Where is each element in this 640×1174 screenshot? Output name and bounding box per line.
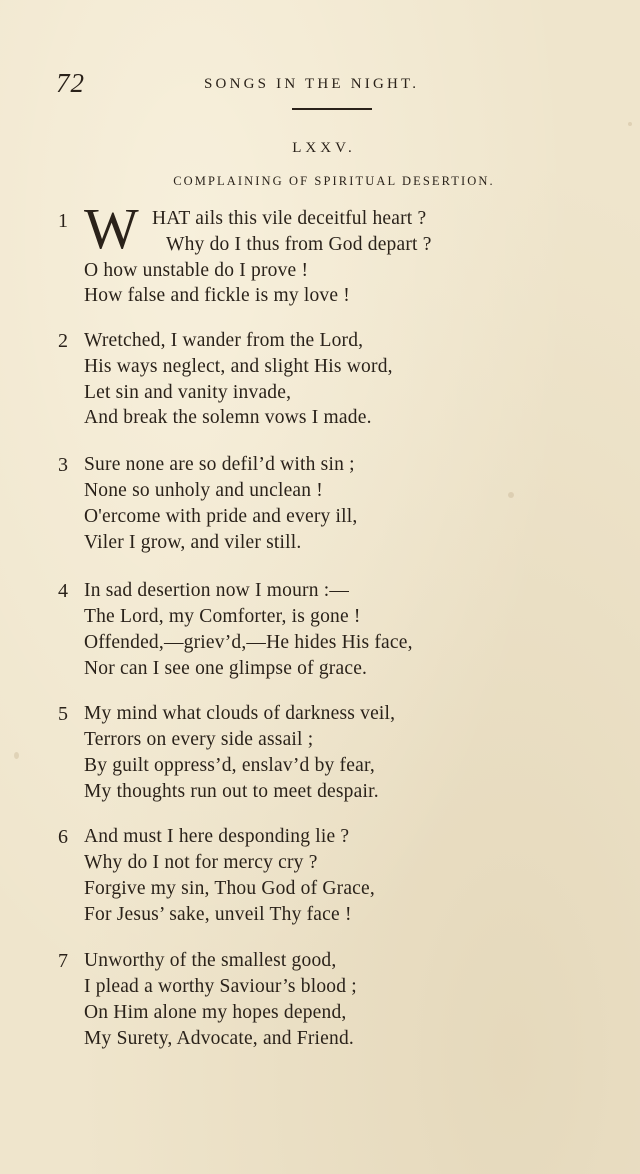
stanza-number: 3 bbox=[58, 454, 68, 476]
verse-line: My thoughts run out to meet despair. bbox=[84, 781, 379, 802]
drop-cap: W bbox=[84, 196, 139, 261]
hymn-title: COMPLAINING OF SPIRITUAL DESERTION. bbox=[173, 174, 495, 188]
verse-line: Terrors on every side assail ; bbox=[84, 729, 314, 750]
stanza-number: 6 bbox=[58, 826, 68, 848]
verse-line: Wretched, I wander from the Lord, bbox=[84, 330, 364, 351]
verse-line: O how unstable do I prove ! bbox=[84, 260, 309, 281]
verse-line: In sad desertion now I mourn :— bbox=[84, 580, 350, 601]
verse-line: Forgive my sin, Thou God of Grace, bbox=[84, 878, 375, 899]
verse-line: By guilt oppress’d, enslav’d by fear, bbox=[84, 755, 375, 776]
stanza-number: 7 bbox=[58, 950, 68, 972]
verse-line: And must I here desponding lie ? bbox=[84, 826, 350, 847]
page-header bbox=[0, 68, 640, 108]
verse-line: Offended,—griev’d,—He hides His face, bbox=[84, 632, 413, 653]
verse-line: His ways neglect, and slight His word, bbox=[84, 356, 393, 377]
verse-line: And break the solemn vows I made. bbox=[84, 407, 372, 428]
verse-line: My mind what clouds of darkness veil, bbox=[84, 703, 396, 724]
verse-line: Nor can I see one glimpse of grace. bbox=[84, 658, 368, 679]
verse-line: Why do I thus from God depart ? bbox=[166, 234, 432, 255]
page-number: 72 bbox=[56, 68, 85, 98]
stanza-number: 2 bbox=[58, 330, 68, 352]
verse-line: Sure none are so defil’d with sin ; bbox=[84, 454, 355, 475]
running-head: SONGS IN THE NIGHT. bbox=[204, 76, 420, 92]
paper-stain bbox=[508, 492, 514, 498]
verse-line: I plead a worthy Saviour’s blood ; bbox=[84, 976, 357, 997]
verse-line: My Surety, Advocate, and Friend. bbox=[84, 1028, 354, 1049]
hymn-number: LXXV. bbox=[292, 140, 356, 156]
verse-line: How false and fickle is my love ! bbox=[84, 285, 350, 306]
verse-line: For Jesus’ sake, unveil Thy face ! bbox=[84, 904, 352, 925]
stanza-number: 5 bbox=[58, 703, 68, 725]
stanza-number: 1 bbox=[58, 210, 68, 232]
verse-line: Why do I not for mercy cry ? bbox=[84, 852, 318, 873]
verse-line: On Him alone my hopes depend, bbox=[84, 1002, 347, 1023]
verse-line: O'ercome with pride and every ill, bbox=[84, 506, 358, 527]
verse-line: Let sin and vanity invade, bbox=[84, 382, 292, 403]
stanza-number: 4 bbox=[58, 580, 68, 602]
verse-line: The Lord, my Comforter, is gone ! bbox=[84, 606, 361, 627]
verse-line: Viler I grow, and viler still. bbox=[84, 532, 302, 553]
verse-line: HAT ails this vile deceitful heart ? bbox=[152, 208, 427, 229]
verse-line: None so unholy and unclean ! bbox=[84, 480, 324, 501]
paper-stain bbox=[628, 122, 632, 126]
paper-stain bbox=[14, 752, 19, 759]
verse-line: Unworthy of the smallest good, bbox=[84, 950, 337, 971]
header-rule bbox=[292, 108, 372, 110]
